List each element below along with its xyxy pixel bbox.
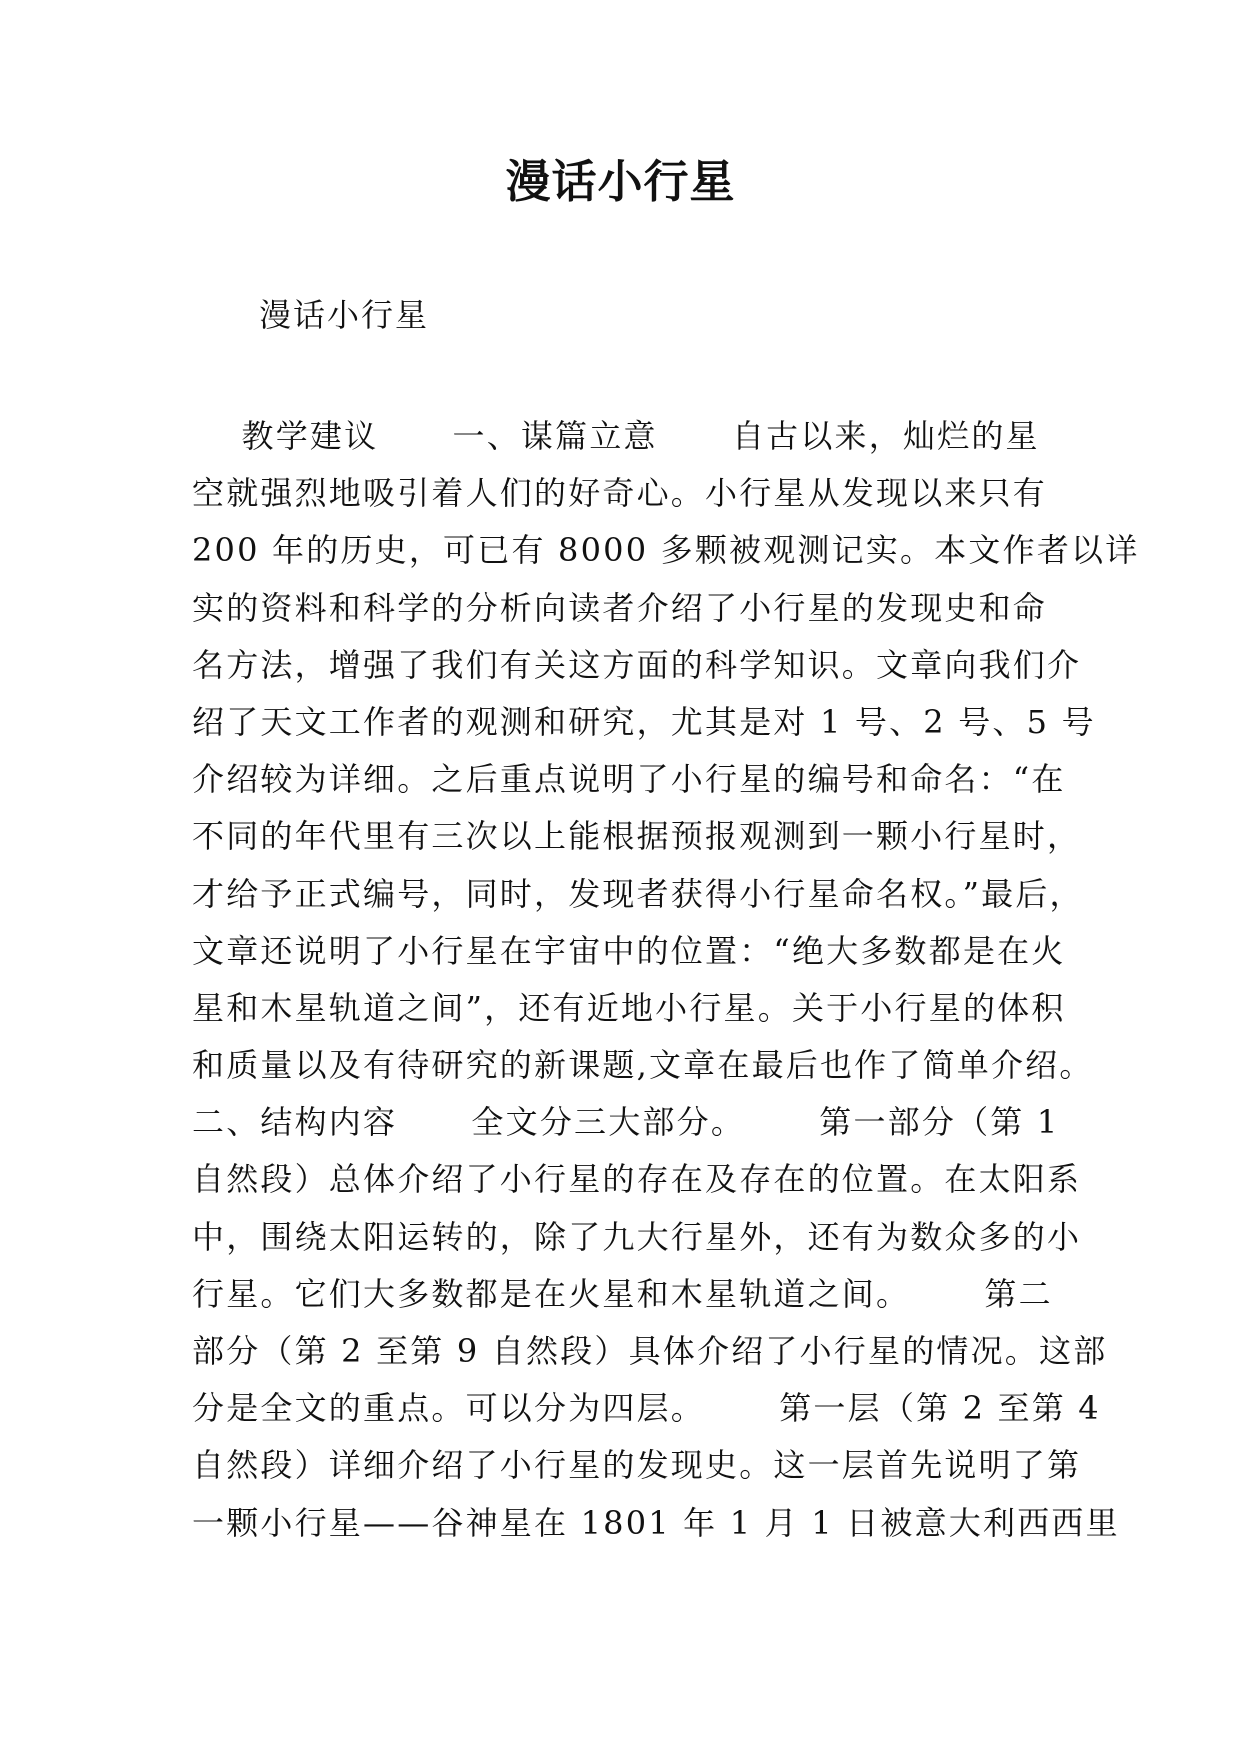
text-line: 绍了天文工作者的观测和研究，尤其是对 1 号、2 号、5 号 — [192, 702, 1096, 741]
text-line: 文章还说明了小行星在宇宙中的位置：“绝大多数都是在火 — [192, 931, 1066, 970]
text-line: 中，围绕太阳运转的，除了九大行星外，还有为数众多的小 — [192, 1217, 1082, 1256]
text-line: 实的资料和科学的分析向读者介绍了小行星的发现史和命 — [192, 588, 1048, 627]
text-line: 部分（第 2 至第 9 自然段）具体介绍了小行星的情况。这部 — [192, 1332, 1108, 1370]
text-line: 自然段）详细介绍了小行星的发现史。这一层首先说明了第 — [192, 1446, 1082, 1485]
document-title: 漫话小行星 — [505, 155, 736, 208]
text-line: 分是全文的重点。可以分为四层。 第一层（第 2 至第 4 — [192, 1389, 1101, 1428]
text-line: 才给予正式编号，同时，发现者获得小行星命名权。”最后， — [192, 874, 1084, 913]
text-line: 名方法，增强了我们有关这方面的科学知识。文章向我们介 — [192, 645, 1082, 684]
text-line: 教学建议 一、谋篇立意 自古以来，灿烂的星 — [192, 417, 1040, 455]
text-line: 不同的年代里有三次以上能根据预报观测到一颗小行星时， — [192, 817, 1082, 856]
text-line: 空就强烈地吸引着人们的好奇心。小行星从发现以来只有 — [192, 474, 1048, 513]
text-line: 和质量以及有待研究的新课题,文章在最后也作了简单介绍。 — [192, 1046, 1094, 1085]
text-line: 自然段）总体介绍了小行星的存在及存在的位置。在太阳系 — [192, 1160, 1082, 1199]
text-line: 行星。它们大多数都是在火星和木星轨道之间。 第二 — [192, 1274, 1053, 1313]
text-line: 介绍较为详细。之后重点说明了小行星的编号和命名：“在 — [192, 760, 1066, 799]
text-line: 200 年的历史，可已有 8000 多颗被观测记实。本文作者以详 — [192, 531, 1140, 570]
text-line: 星和木星轨道之间”，还有近地小行星。关于小行星的体积 — [192, 988, 1066, 1027]
text-line: 一颗小行星——谷神星在 1801 年 1 月 1 日被意大利西西里 — [192, 1503, 1120, 1542]
text-line: 二、结构内容 全文分三大部分。 第一部分（第 1 — [192, 1103, 1060, 1142]
body-text — [192, 408, 1140, 1552]
document-subtitle: 漫话小行星 — [259, 296, 430, 334]
